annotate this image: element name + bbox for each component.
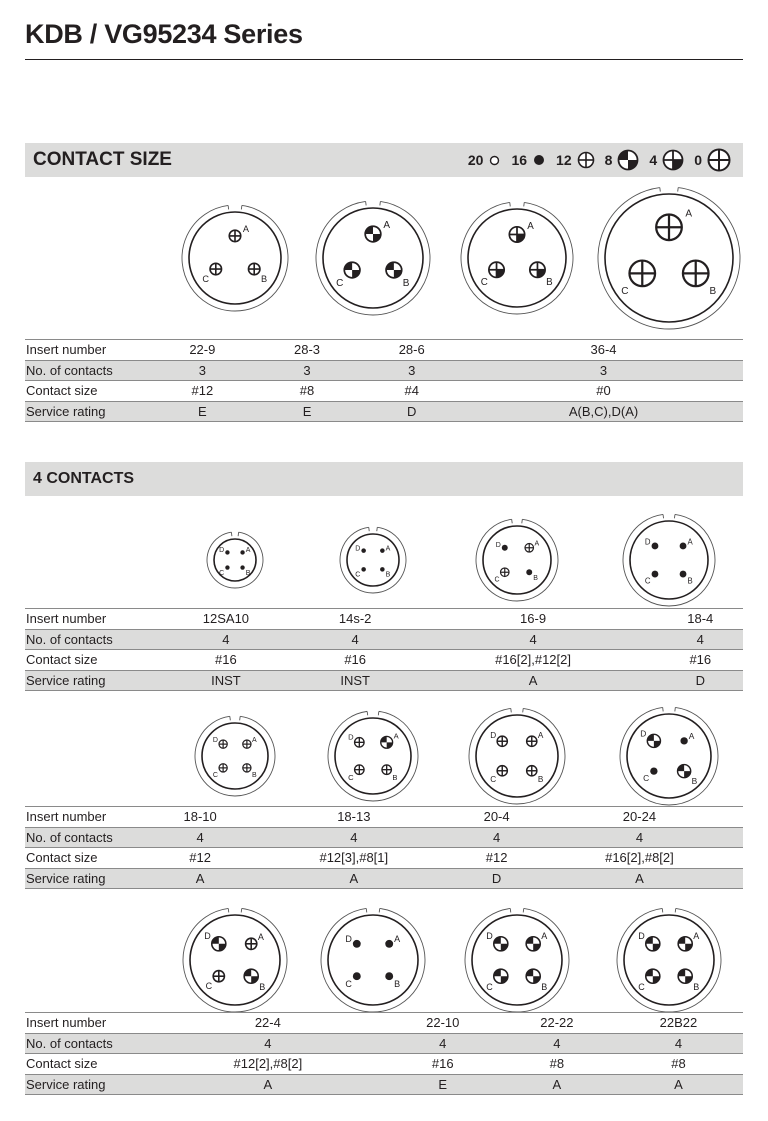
insert-number-row: [25, 340, 743, 361]
pin-label: A: [688, 731, 695, 742]
row-label: No. of contacts: [25, 629, 150, 650]
pin-label: C: [336, 277, 344, 289]
pin-label: B: [245, 569, 251, 577]
table-cell: 4: [150, 827, 250, 848]
pin-label: B: [693, 982, 700, 993]
table-cell: #8: [255, 381, 360, 402]
pin-label: A: [534, 540, 540, 548]
table-cell: 4: [150, 629, 302, 650]
spec-table: [25, 339, 743, 422]
pin-label: B: [691, 776, 698, 787]
connector-insert-diagram: [171, 194, 299, 322]
contact-size-4-icon: [662, 149, 684, 171]
table-cell: A(B,C),D(A): [464, 401, 743, 422]
pin-label: C: [621, 286, 629, 298]
insert-face: [476, 715, 558, 797]
legend-item-20: [468, 152, 502, 168]
pin-label: D: [638, 930, 645, 941]
pin-label: D: [219, 547, 225, 555]
table-cell: #16: [658, 650, 743, 671]
table-cell: #16: [150, 650, 302, 671]
connector-insert-diagram: [305, 190, 441, 326]
connector-insert-diagram: [606, 897, 732, 1023]
table-cell: 28-6: [359, 340, 464, 361]
table-cell: 4: [536, 827, 743, 848]
pin-label: C: [355, 571, 361, 579]
table-cell: 3: [464, 360, 743, 381]
table-cell: 4: [614, 1033, 743, 1054]
table-cell: 4: [150, 1033, 386, 1054]
table-cell: 22-4: [150, 1013, 386, 1034]
table-cell: E: [255, 401, 360, 422]
row-label: Contact size: [25, 1054, 150, 1075]
table-cell: #16: [386, 1054, 500, 1075]
pin-label: D: [486, 930, 493, 941]
row-label: Contact size: [25, 381, 150, 402]
insert-face: [468, 209, 566, 307]
table-cell: #16[2],#8[2]: [536, 848, 743, 869]
insert-face: [483, 526, 551, 594]
pin-label: C: [486, 982, 493, 993]
insert-face: [630, 521, 708, 599]
table-cell: E: [150, 401, 255, 422]
legend-item-16: [511, 152, 546, 168]
pin-label: B: [402, 277, 410, 289]
table-cell: #16: [302, 650, 409, 671]
table-cell: #8: [500, 1054, 614, 1075]
legend-label: 4: [649, 152, 658, 168]
connector-insert-diagram: [612, 503, 726, 617]
table-cell: 36-4: [464, 340, 743, 361]
table-cell: 22-10: [386, 1013, 500, 1034]
spec-table: [25, 1012, 743, 1095]
table-cell: 22B22: [614, 1013, 743, 1034]
contact-size-row: [25, 848, 743, 869]
pin-label: B: [533, 575, 538, 583]
row-label: Service rating: [25, 868, 150, 889]
pin-label: A: [693, 930, 700, 941]
contact-size-row: [25, 650, 743, 671]
legend-item-8: [605, 149, 640, 171]
connector-insert-diagram: [317, 700, 429, 812]
contact-size-12-icon: [577, 151, 595, 169]
table-cell: A: [500, 1074, 614, 1095]
section-title: CONTACT SIZE: [33, 149, 172, 170]
table-cell: 3: [255, 360, 360, 381]
connector-insert-diagram: [458, 697, 576, 815]
pin-label: C: [219, 569, 225, 577]
table-cell: 22-9: [150, 340, 255, 361]
connector-insert-diagram: [609, 696, 729, 816]
pin-label: B: [687, 576, 693, 586]
connector-insert-diagram: [465, 508, 569, 612]
pin-label: B: [259, 982, 266, 993]
table-cell: 3: [150, 360, 255, 381]
table-cell: 4: [302, 629, 409, 650]
table-cell: 3: [359, 360, 464, 381]
insert-face: [328, 915, 418, 1005]
pin-label: C: [494, 576, 500, 584]
pin-label: D: [355, 545, 361, 553]
table-cell: #12[3],#8[1]: [250, 848, 457, 869]
pin-label: B: [385, 571, 391, 579]
table-cell: 14s-2: [302, 609, 409, 630]
pin-label: A: [685, 208, 693, 220]
pin-label: C: [644, 576, 651, 586]
pin-label: D: [212, 736, 218, 744]
table-cell: 4: [457, 827, 536, 848]
pin-label: B: [392, 773, 398, 783]
pin-label: A: [394, 933, 401, 944]
row-label: No. of contacts: [25, 1033, 150, 1054]
table-cell: #12[2],#8[2]: [150, 1054, 386, 1075]
legend-label: 12: [556, 152, 572, 168]
table-cell: #8: [614, 1054, 743, 1075]
pin-label: B: [252, 772, 257, 780]
insert-face: [190, 915, 280, 1005]
section-header-contact-size: [25, 143, 743, 177]
table-cell: 4: [409, 629, 658, 650]
table-cell: D: [359, 401, 464, 422]
insert-face: [189, 212, 281, 304]
table-cell: A: [150, 1074, 386, 1095]
table-cell: A: [536, 868, 743, 889]
insert-face: [202, 723, 268, 789]
pin-label: C: [480, 277, 488, 289]
legend-label: 8: [604, 152, 613, 168]
row-label: Insert number: [25, 1013, 150, 1034]
pin-label: C: [348, 773, 354, 783]
table-cell: 4: [500, 1033, 614, 1054]
pin-label: C: [202, 273, 210, 284]
table-cell: #12: [457, 848, 536, 869]
legend-item-4: [649, 149, 684, 171]
insert-number-row: [25, 1013, 743, 1034]
row-label: Contact size: [25, 848, 150, 869]
section-header-4-contacts: [25, 462, 743, 496]
table-cell: INST: [302, 670, 409, 691]
insert-face: [605, 194, 733, 322]
pin-label: A: [527, 220, 534, 232]
service-rating-row: [25, 670, 743, 691]
pin-label: A: [687, 537, 693, 547]
pin-label: A: [537, 731, 544, 741]
pin-label: C: [643, 773, 650, 784]
connector-insert-diagram: [196, 521, 274, 599]
pin-label: D: [348, 732, 354, 742]
service-rating-row: [25, 868, 743, 889]
row-label: Contact size: [25, 650, 150, 671]
insert-number-row: [25, 609, 743, 630]
connector-insert-diagram: [587, 176, 751, 340]
legend-label: 16: [511, 152, 528, 168]
insert-number-row: [25, 807, 743, 828]
row-label: Insert number: [25, 807, 150, 828]
service-rating-row: [25, 1074, 743, 1095]
pin-label: D: [640, 728, 647, 739]
table-cell: #4: [359, 381, 464, 402]
table-cell: A: [614, 1074, 743, 1095]
table-cell: D: [658, 670, 743, 691]
pin-label: A: [393, 731, 399, 741]
connector-insert-diagram: [310, 897, 436, 1023]
pin-label: D: [495, 541, 501, 549]
pin-label: D: [345, 933, 352, 944]
legend-item-0: [694, 148, 731, 172]
table-cell: A: [150, 868, 250, 889]
table-cell: 18-13: [250, 807, 457, 828]
legend-label: 0: [694, 152, 702, 168]
table-cell: A: [409, 670, 658, 691]
insert-face: [323, 208, 423, 308]
table-cell: #0: [464, 381, 743, 402]
pin-label: B: [546, 277, 553, 289]
table-cell: #12: [150, 848, 250, 869]
contact-size-20-icon: [488, 154, 501, 167]
connector-insert-diagram: [450, 191, 584, 325]
pin-label: B: [537, 775, 544, 785]
pin-label: C: [490, 775, 497, 785]
contact-size-row: [25, 1054, 743, 1075]
table-cell: 20-4: [457, 807, 536, 828]
contacts-row: [25, 1033, 743, 1054]
connector-insert-diagram: [454, 897, 580, 1023]
table-cell: 28-3: [255, 340, 360, 361]
contacts-row: [25, 629, 743, 650]
contact-size-0-icon: [707, 148, 731, 172]
contacts-row: [25, 827, 743, 848]
pin-label: A: [242, 224, 250, 235]
connector-insert-diagram: [329, 516, 417, 604]
contact-size-row: [25, 381, 743, 402]
table-cell: D: [457, 868, 536, 889]
table-cell: #16[2],#12[2]: [409, 650, 658, 671]
pin-label: B: [394, 979, 401, 990]
pin-label: B: [541, 982, 548, 993]
table-cell: 4: [386, 1033, 500, 1054]
pin-label: C: [212, 772, 218, 780]
pin-label: D: [490, 731, 497, 741]
row-label: No. of contacts: [25, 360, 150, 381]
spec-table: [25, 608, 743, 691]
row-label: Insert number: [25, 609, 150, 630]
pin-label: C: [345, 979, 352, 990]
pin-label: C: [205, 980, 213, 991]
table-cell: 18-10: [150, 807, 250, 828]
pin-label: A: [385, 545, 391, 553]
row-label: Service rating: [25, 670, 150, 691]
table-cell: A: [250, 868, 457, 889]
row-label: Service rating: [25, 401, 150, 422]
row-label: Insert number: [25, 340, 150, 361]
spec-table: [25, 806, 743, 889]
pin-label: D: [644, 537, 651, 547]
table-cell: 20-24: [536, 807, 743, 828]
table-cell: 18-4: [658, 609, 743, 630]
connector-insert-diagram: [184, 705, 286, 807]
row-label: Service rating: [25, 1074, 150, 1095]
table-cell: 12SA10: [150, 609, 302, 630]
page-title: KDB / VG95234 Series: [25, 19, 303, 49]
pin-label: B: [260, 273, 268, 284]
table-cell: INST: [150, 670, 302, 691]
row-label: No. of contacts: [25, 827, 150, 848]
table-cell: 4: [658, 629, 743, 650]
pin-label: B: [709, 286, 717, 298]
contact-size-legend: [458, 143, 731, 177]
service-rating-row: [25, 401, 743, 422]
contacts-row: [25, 360, 743, 381]
contact-size-8-icon: [617, 149, 639, 171]
pin-label: D: [204, 930, 211, 941]
pin-label: A: [252, 736, 257, 744]
table-cell: 22-22: [500, 1013, 614, 1034]
table-cell: #12: [150, 381, 255, 402]
pin-label: A: [257, 932, 264, 943]
pin-label: A: [541, 930, 548, 941]
title-divider: [25, 59, 743, 60]
pin-label: C: [638, 982, 645, 993]
pin-label: A: [383, 220, 391, 232]
section-title: 4 CONTACTS: [33, 470, 135, 487]
pin-label: A: [245, 547, 251, 555]
table-cell: 4: [250, 827, 457, 848]
connector-insert-diagram: [172, 897, 298, 1023]
contact-size-16-icon: [532, 153, 546, 167]
insert-face: [627, 714, 711, 798]
insert-face: [335, 718, 411, 794]
legend-item-12: [556, 151, 595, 169]
table-cell: 16-9: [409, 609, 658, 630]
legend-label: 20: [467, 152, 484, 168]
table-cell: E: [386, 1074, 500, 1095]
